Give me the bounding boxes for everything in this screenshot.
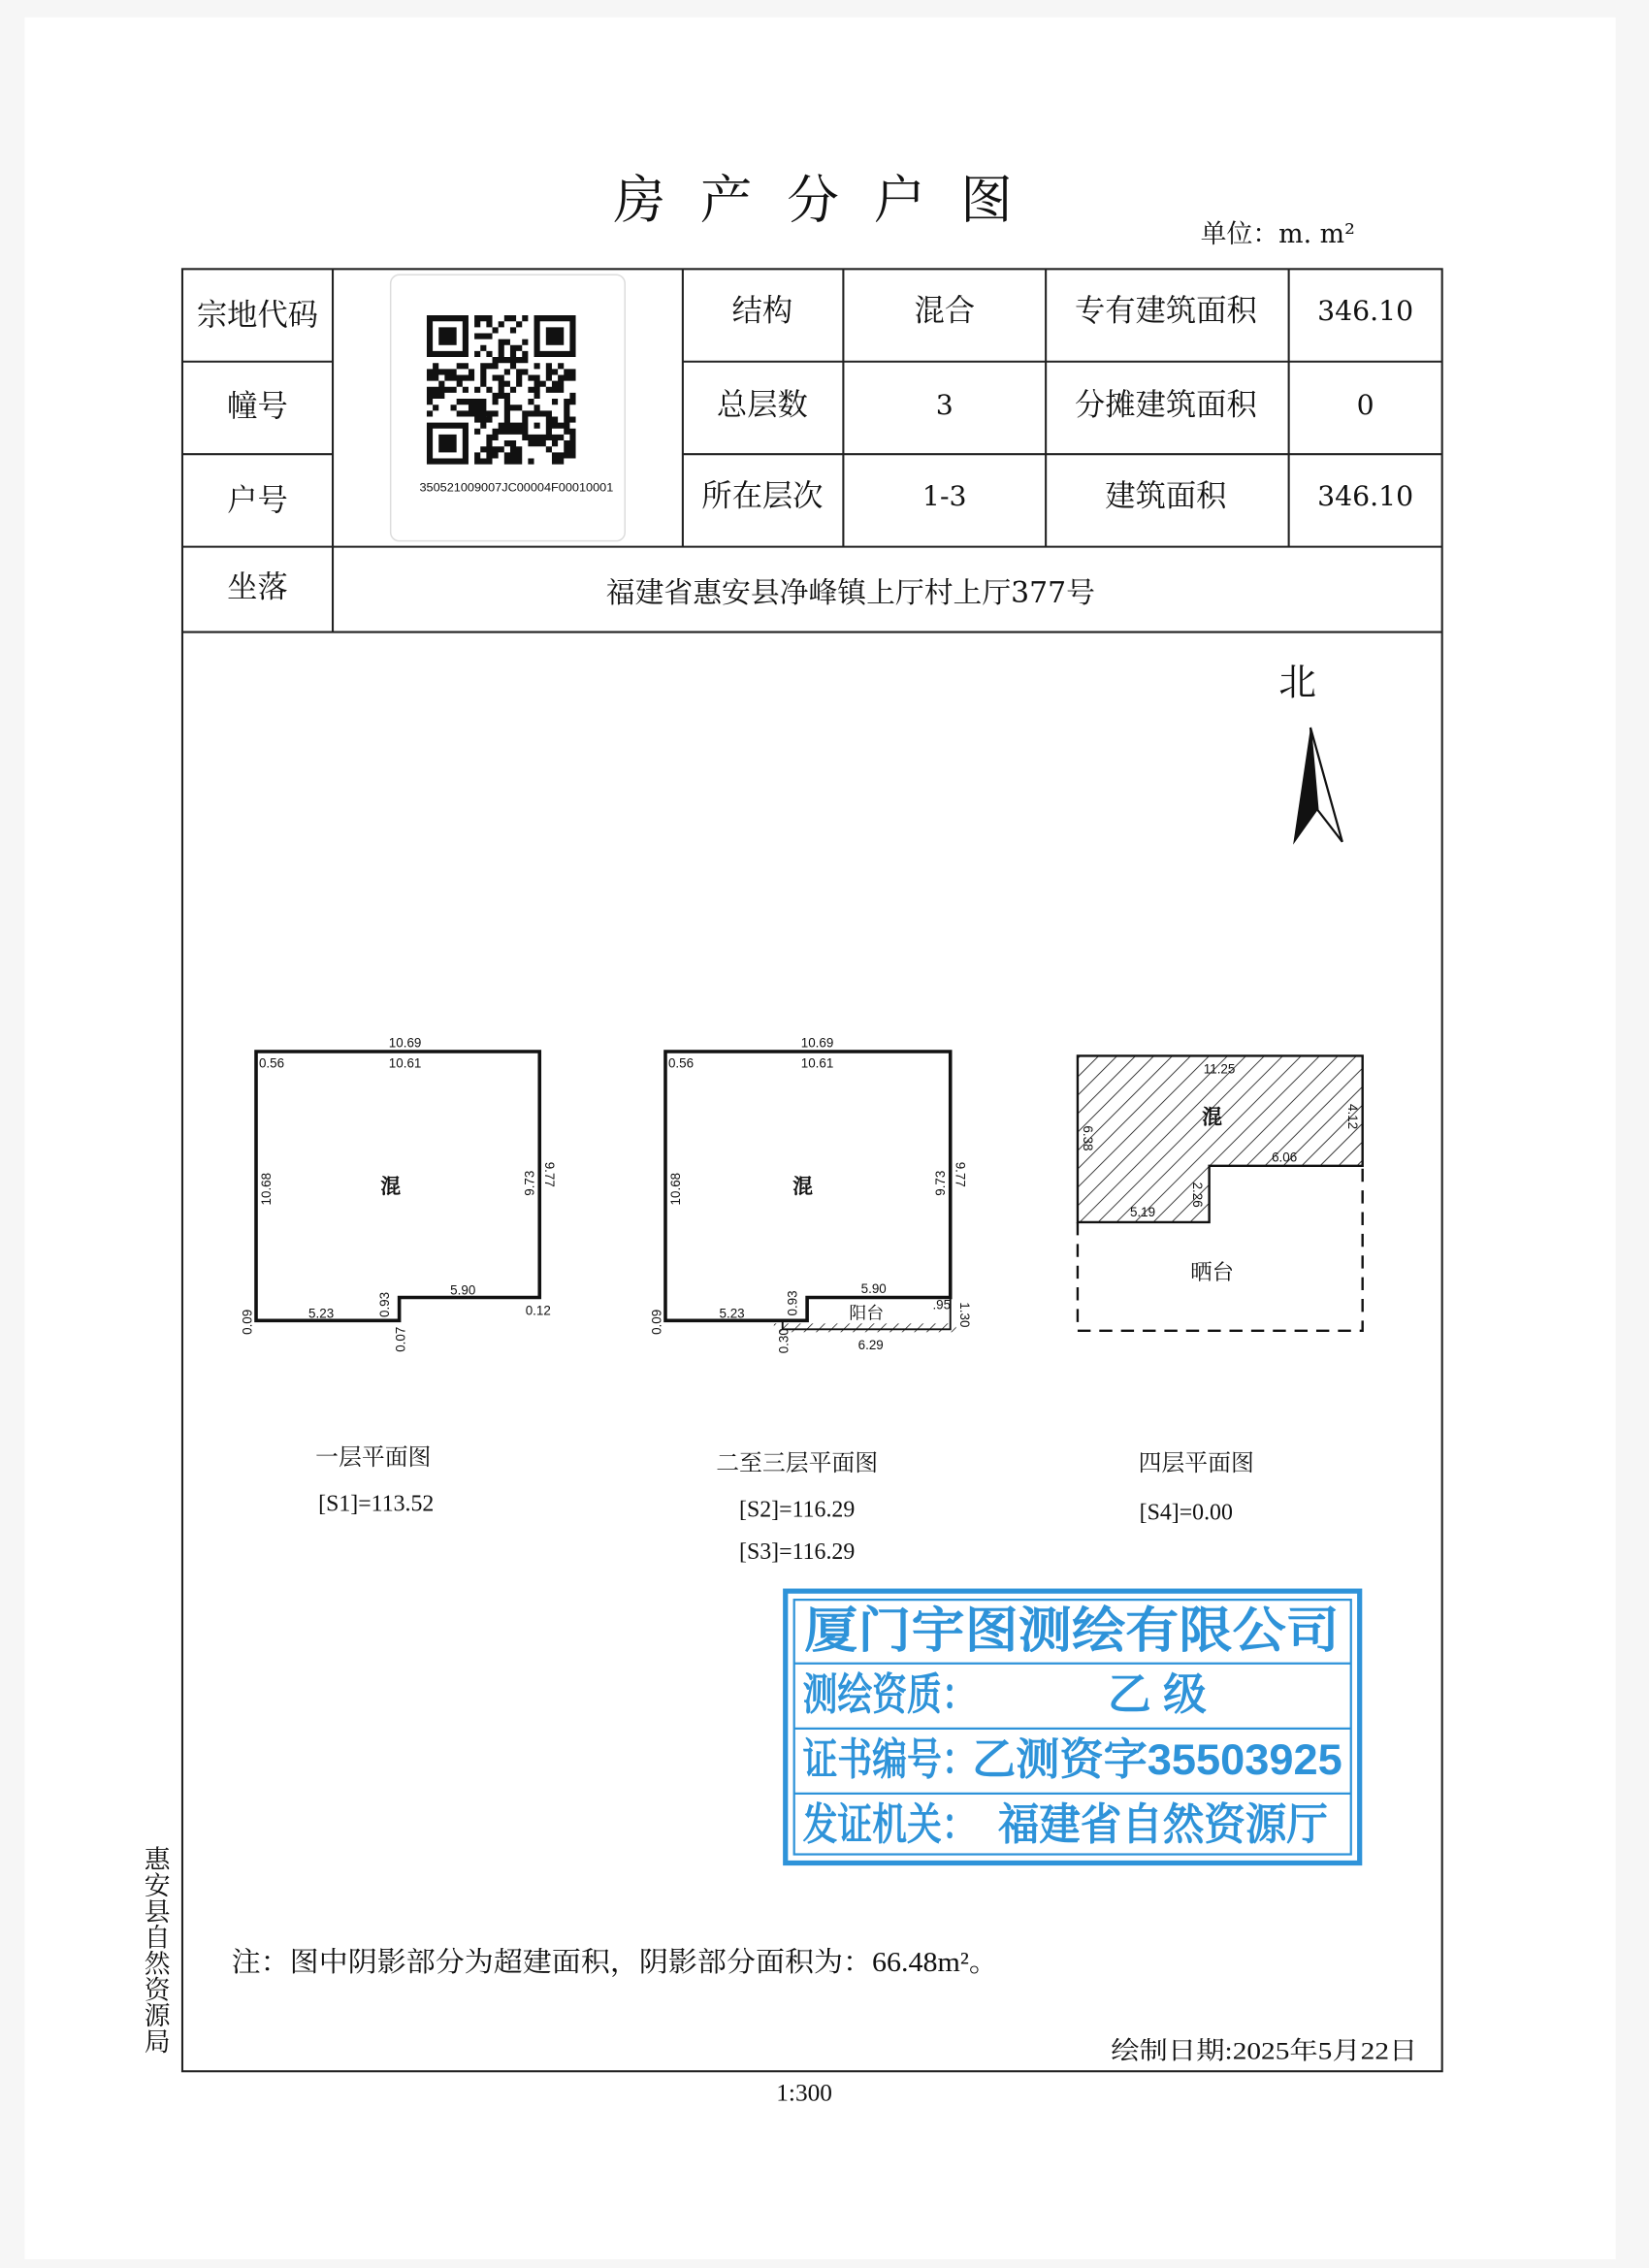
stamp-certificate-value: 乙测资字35503925 [972,1736,1342,1785]
balcony-hatch [774,1323,956,1332]
unit-no-label: 户号 [227,482,288,518]
dim-label: 5.90 [860,1281,887,1297]
dim-label: 0.56 [667,1055,695,1071]
dim-label: 9.73 [522,1170,537,1196]
page-title: 房产分户图 [613,169,1048,231]
dim-label: 0.07 [393,1326,408,1352]
dim-label: 2.26 [1190,1182,1206,1208]
location-label: 坐落 [227,569,288,605]
plan-caption: 一层平面图 [315,1444,432,1471]
stamp-qualification-label: 测绘资质： [802,1671,977,1720]
plan-area: [S3]=116.29 [739,1539,856,1565]
floor-level-label: 所在层次 [701,478,824,514]
stamp-issuer-label: 发证机关： [802,1801,977,1850]
stamp-qualification-value: 乙 级 [1108,1671,1207,1720]
dim-label: 10.61 [388,1055,422,1071]
draw-date: 绘制日期:2025年5月22日 [1111,2037,1418,2065]
authority-vertical-text: 惠安县自然资源局 [140,1845,170,2055]
balcony-label: 阳台 [849,1303,885,1324]
floor-level-value: 1-3 [922,479,967,512]
structure-label: 结构 [731,293,793,329]
paper-sheet [24,17,1615,2259]
dim-label: 9.77 [542,1161,558,1187]
unit-label: 单位：m. m² [1200,219,1355,250]
map-scale: 1:300 [776,2079,832,2107]
dim-label: 5.19 [1129,1205,1156,1220]
dim-label: 6.38 [1080,1125,1095,1151]
total-floors-label: 总层数 [716,387,808,423]
dim-label: 0.56 [258,1055,285,1071]
building-no-label: 幢号 [227,388,288,424]
stamp-certificate-label: 证书编号： [802,1736,977,1785]
shaded-area-note: 注：图中阴影部分为超建面积，阴影部分面积为：66.48m²。 [231,1947,998,1978]
dim-label: 10.69 [800,1035,834,1051]
dim-label: 10.69 [388,1035,422,1051]
dim-label: 1.30 [957,1302,973,1328]
exclusive-area-value: 346.10 [1317,295,1414,328]
dim-label: 0.93 [377,1291,393,1317]
dim-label: 0.93 [785,1290,800,1316]
dim-label: 6.06 [1272,1150,1298,1165]
dim-label: 9.77 [953,1161,968,1187]
structure-mark: 混 [1202,1104,1223,1129]
building-area-label: 建筑面积 [1105,478,1227,514]
plan-area: [S4]=0.00 [1139,1500,1233,1526]
structure-mark: 混 [792,1174,814,1199]
dim-label: 5.90 [450,1282,476,1298]
terrace-label: 晒台 [1190,1260,1234,1286]
shared-area-value: 0 [1356,388,1374,421]
dim-label: 0.12 [525,1303,551,1318]
dim-label: 0.30 [776,1328,792,1354]
shared-area-label: 分摊建筑面积 [1074,387,1257,423]
plan-caption: 二至三层平面图 [716,1450,879,1476]
building-area-value: 346.10 [1317,479,1414,512]
qr-code-text: 350521009007JC00004F00010001 [419,480,614,495]
dim-label: 11.25 [1203,1061,1236,1077]
total-floors-value: 3 [935,388,954,421]
dim-label: 9.73 [932,1170,948,1196]
dim-label: 0.09 [649,1309,664,1335]
address-value: 福建省惠安县净峰镇上厅村上厅377号 [605,575,1095,610]
dim-label: 10.61 [800,1055,834,1071]
dim-label: 6.29 [857,1338,884,1353]
stamp-issuer-value: 福建省自然资源厅 [997,1801,1328,1850]
exclusive-area-label: 专有建筑面积 [1074,293,1257,329]
plan-area: [S1]=113.52 [318,1491,435,1517]
parcel-code-label: 宗地代码 [196,298,319,334]
dim-label: 0.09 [240,1309,255,1335]
dim-label: 5.23 [308,1306,335,1321]
plan-caption: 四层平面图 [1138,1450,1254,1476]
plan-area: [S2]=116.29 [739,1497,856,1523]
stamp-company: 厦门宇图测绘有限公司 [804,1602,1340,1658]
dim-label: 4.12 [1344,1104,1360,1130]
structure-mark: 混 [380,1174,402,1199]
north-label: 北 [1278,661,1316,705]
dim-label: 10.68 [258,1172,274,1206]
structure-value: 混合 [914,293,976,329]
qr-label [391,275,626,540]
dim-label: 5.23 [719,1306,745,1321]
dim-label: .95 [932,1297,952,1312]
dim-label: 10.68 [667,1172,683,1206]
